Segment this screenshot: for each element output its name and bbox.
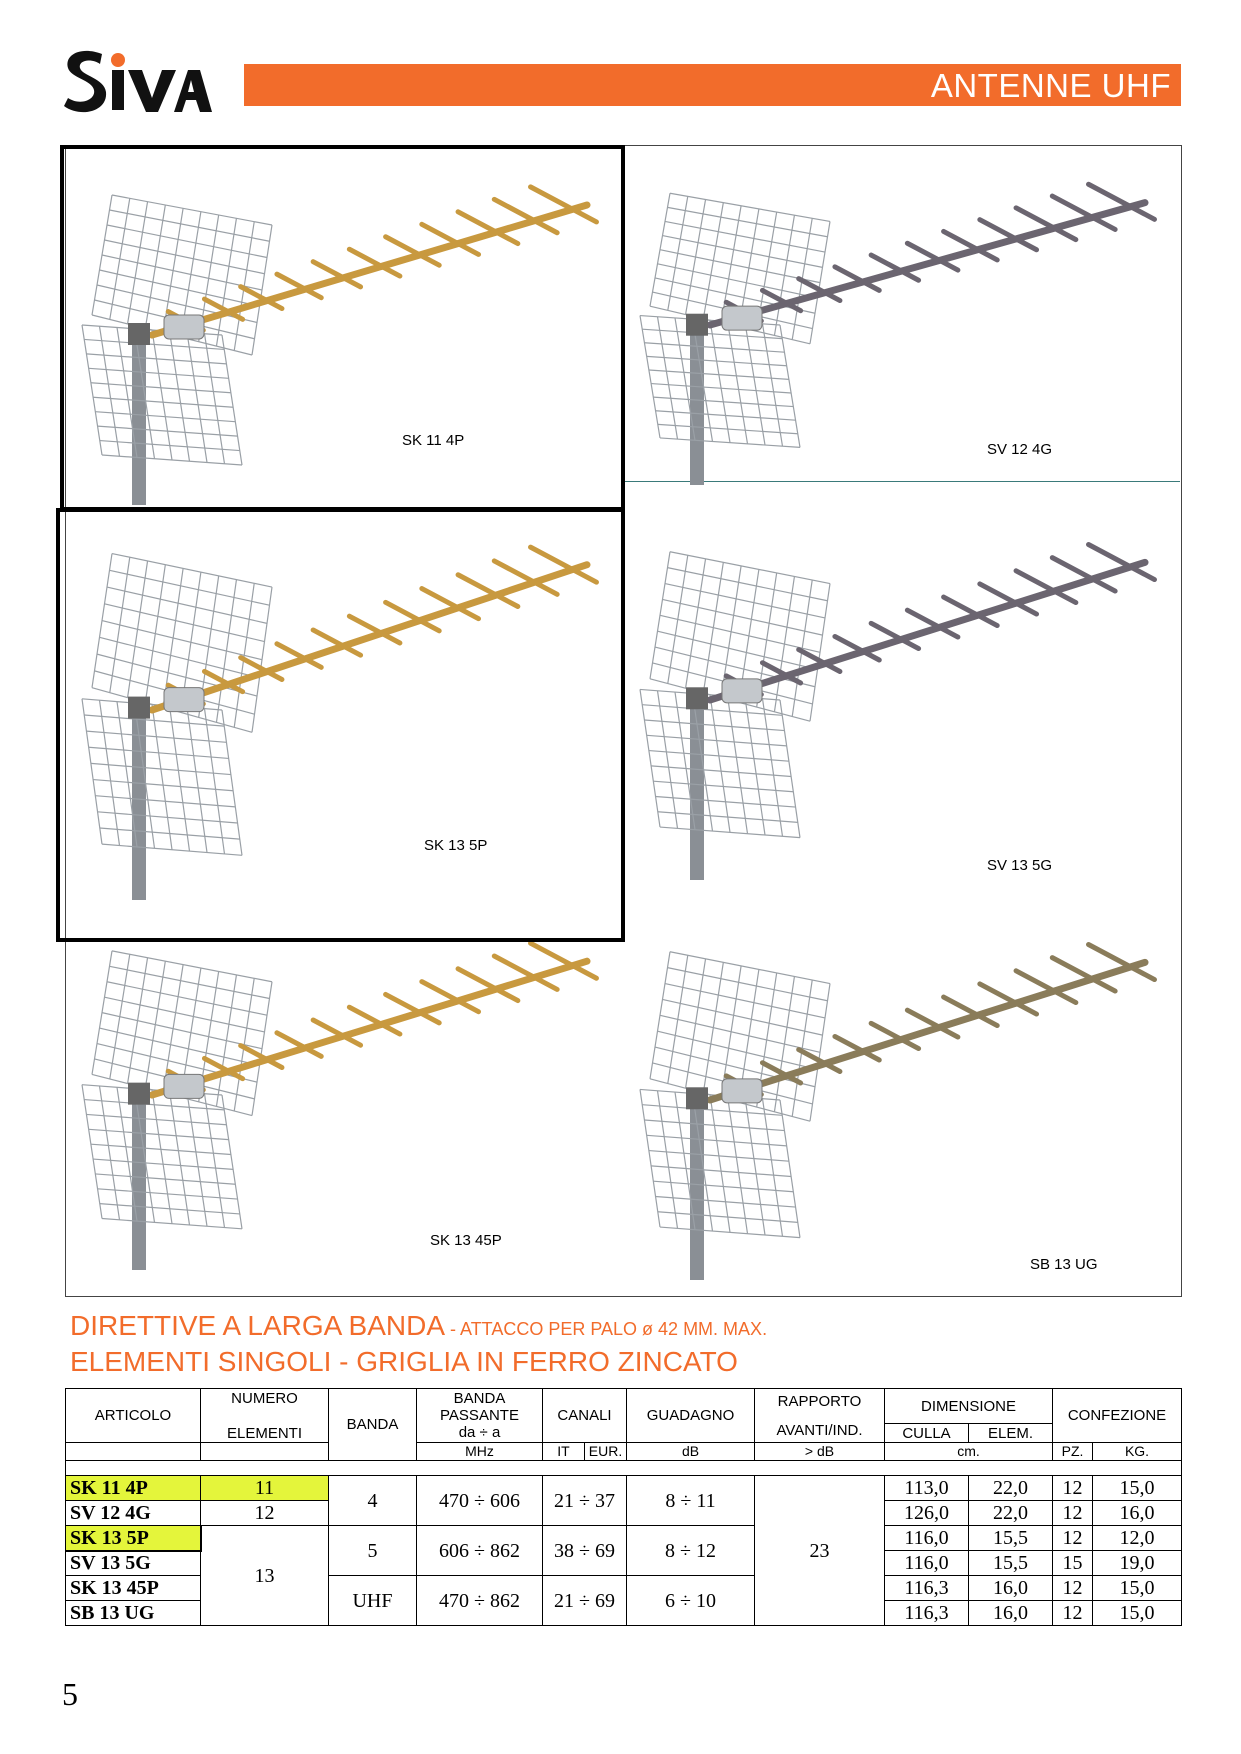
header-passante: PASSANTE — [440, 1407, 519, 1424]
heading-sub: - ATTACCO PER PALO ø 42 MM. MAX. — [445, 1319, 768, 1339]
section-heading-2: ELEMENTI SINGOLI - GRIGLIA IN FERRO ZINCATO — [70, 1346, 738, 1377]
cell-elem: 16,0 — [969, 1576, 1053, 1601]
header-dimensione: DIMENSIONE — [885, 1389, 1053, 1424]
cell-pz: 12 — [1053, 1526, 1093, 1551]
cell-elem: 22,0 — [969, 1476, 1053, 1501]
header-banda: BANDA — [329, 1389, 417, 1461]
photo-caption: SB 13 UG — [1030, 1256, 1098, 1273]
page-number: 5 — [62, 1676, 78, 1712]
cell-banda: UHF — [329, 1576, 417, 1626]
cell-kg: 16,0 — [1093, 1501, 1182, 1526]
cell-banda-passante: 470 ÷ 862 — [417, 1576, 543, 1626]
cell-canali: 21 ÷ 37 — [543, 1476, 627, 1526]
cell-canali: 21 ÷ 69 — [543, 1576, 627, 1626]
cell-banda-passante: 606 ÷ 862 — [417, 1526, 543, 1576]
unit-gt-db: > dB — [755, 1443, 885, 1461]
antenna-photo-sk-13-45p — [72, 920, 617, 1270]
cell-guadagno: 8 ÷ 11 — [627, 1476, 755, 1526]
cell-pz: 15 — [1053, 1551, 1093, 1576]
cell-pz: 12 — [1053, 1601, 1093, 1626]
antenna-drawing — [640, 184, 1154, 485]
cell-kg: 15,0 — [1093, 1601, 1182, 1626]
photo-caption: SK 13 5P — [424, 837, 488, 854]
cell-kg: 19,0 — [1093, 1551, 1182, 1576]
table-row — [66, 1476, 1182, 1501]
header-confezione: CONFEZIONE — [1053, 1389, 1182, 1443]
header-da-a: da ÷ a — [458, 1424, 501, 1441]
cell-kg: 12,0 — [1093, 1526, 1182, 1551]
header-elementi: ELEMENTI — [226, 1424, 302, 1442]
antenna-photo-sv-13-5g — [630, 520, 1175, 880]
header-rapporto — [755, 1389, 885, 1443]
cell-elem: 15,5 — [969, 1526, 1053, 1551]
unit-cm: cm. — [885, 1443, 1053, 1461]
cell-culla: 126,0 — [885, 1501, 969, 1526]
header-articolo: ARTICOLO — [66, 1389, 201, 1443]
cell-articolo: SV 12 4G — [66, 1501, 201, 1526]
photo-caption: SV 12 4G — [987, 441, 1053, 458]
cell-elementi: 11 — [201, 1476, 329, 1501]
photo-caption: SK 11 4P — [402, 432, 465, 449]
cell-culla: 116,3 — [885, 1576, 969, 1601]
cell-pz: 12 — [1053, 1501, 1093, 1526]
cell-guadagno: 8 ÷ 12 — [627, 1526, 755, 1576]
cell-banda: 5 — [329, 1526, 417, 1576]
cell-elem: 22,0 — [969, 1501, 1053, 1526]
cell-elementi: 12 — [201, 1501, 329, 1526]
header-elem: ELEM. — [969, 1424, 1053, 1443]
antenna-photo-sv-12-4g — [630, 165, 1175, 485]
antenna-drawing — [82, 943, 596, 1270]
header-numero-elementi — [201, 1389, 329, 1443]
header-rapporto-1: RAPPORTO — [777, 1392, 862, 1410]
antenna-photo-sb-13-ug — [630, 920, 1175, 1280]
spec-table — [65, 1388, 1182, 1626]
cell-articolo: SK 13 45P — [66, 1576, 201, 1601]
cell-elem: 16,0 — [969, 1601, 1053, 1626]
header-avanti: AVANTI/IND. — [776, 1421, 863, 1439]
cell-culla: 116,0 — [885, 1551, 969, 1576]
cell-rapporto: 23 — [755, 1476, 885, 1626]
cell-elem: 15,5 — [969, 1551, 1053, 1576]
cell-elementi: 13 — [201, 1526, 329, 1626]
cell-articolo: SB 13 UG — [66, 1601, 201, 1626]
page-title: ANTENNE UHF — [930, 67, 1171, 104]
cell-culla: 116,3 — [885, 1601, 969, 1626]
highlight-box-sk-11-4p — [60, 145, 625, 511]
cell-canali: 38 ÷ 69 — [543, 1526, 627, 1576]
header-banda-2: BANDA — [453, 1390, 506, 1407]
photo-caption: SV 13 5G — [987, 857, 1053, 874]
heading-main: DIRETTIVE A LARGA BANDA — [70, 1310, 446, 1341]
cell-pz: 12 — [1053, 1476, 1093, 1501]
cell-culla: 116,0 — [885, 1526, 969, 1551]
cell-kg: 15,0 — [1093, 1576, 1182, 1601]
unit-mhz: MHz — [417, 1443, 543, 1461]
unit-db: dB — [627, 1443, 755, 1461]
unit-kg: KG. — [1093, 1443, 1182, 1461]
highlight-box-sk-13-5p — [56, 508, 625, 942]
header-guadagno: GUADAGNO — [627, 1389, 755, 1443]
siva-logo — [62, 40, 212, 120]
section-heading-1 — [70, 1310, 767, 1342]
cell-pz: 12 — [1053, 1576, 1093, 1601]
header-numero: NUMERO — [231, 1389, 298, 1407]
antenna-drawing — [640, 545, 1154, 880]
unit-eur: EUR. — [585, 1443, 627, 1461]
antenna-drawing — [640, 945, 1154, 1280]
unit-pz: PZ. — [1053, 1443, 1093, 1461]
cell-articolo: SK 11 4P — [66, 1476, 201, 1501]
cell-articolo: SV 13 5G — [66, 1551, 201, 1576]
unit-it: IT — [543, 1443, 585, 1461]
cell-articolo: SK 13 5P — [66, 1526, 201, 1551]
header-banda-passante — [417, 1389, 543, 1443]
cell-banda-passante: 470 ÷ 606 — [417, 1476, 543, 1526]
photo-caption: SK 13 45P — [430, 1232, 502, 1249]
cell-banda: 4 — [329, 1476, 417, 1526]
cell-kg: 15,0 — [1093, 1476, 1182, 1501]
table-row — [66, 1526, 1182, 1551]
cell-guadagno: 6 ÷ 10 — [627, 1576, 755, 1626]
cell-culla: 113,0 — [885, 1476, 969, 1501]
header-canali: CANALI — [543, 1389, 627, 1443]
title-bar — [244, 64, 1181, 106]
header-culla: CULLA — [885, 1424, 969, 1443]
